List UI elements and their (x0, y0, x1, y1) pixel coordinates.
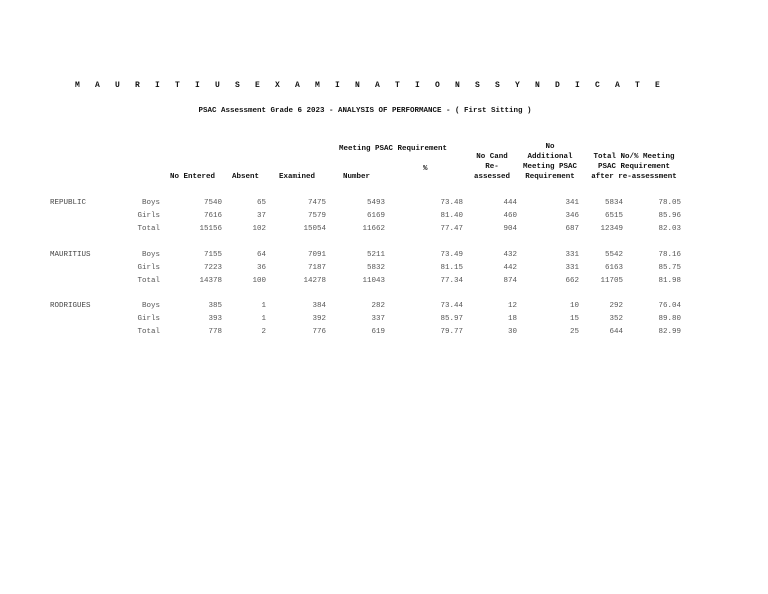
table-cell: 6169 (366, 212, 385, 220)
table-cell: 444 (503, 199, 517, 207)
table-cell: 393 (208, 315, 222, 323)
table-cell: 81.98 (658, 277, 681, 285)
table-cell: 77.34 (440, 277, 463, 285)
header-no-cand (464, 152, 520, 182)
table-cell: 15054 (303, 225, 326, 233)
header-no-additional-line: Meeting PSAC (522, 163, 577, 171)
header-no-additional-line: Requirement (525, 173, 575, 181)
table-cell: 10 (569, 302, 579, 310)
header-no-additional-line: No (545, 143, 555, 151)
table-cell: 77.47 (440, 225, 463, 233)
row-label: Total (137, 225, 160, 233)
region-name: MAURITIUS (50, 251, 91, 259)
table-cell: 12349 (600, 225, 623, 233)
table-cell: 7616 (203, 212, 222, 220)
table-cell: 100 (252, 277, 266, 285)
row-label: Girls (137, 315, 160, 323)
row-label: Boys (141, 302, 160, 310)
table-cell: 12 (507, 302, 517, 310)
report-title: M A U R I T I U S E X A M I N A T I O N S S Y N D I C A T E (74, 81, 666, 90)
table-cell: 64 (256, 251, 266, 259)
table-cell: 282 (371, 302, 385, 310)
table-cell: 331 (565, 264, 579, 272)
header-no-additional (516, 142, 584, 182)
table-cell: 73.49 (440, 251, 463, 259)
header-no-cand-line: Re- (485, 163, 499, 171)
table-cell: 460 (503, 212, 517, 220)
table-cell: 14278 (303, 277, 326, 285)
table-cell: 442 (503, 264, 517, 272)
header-total-after-line: PSAC Requirement (597, 163, 670, 171)
table-cell: 662 (565, 277, 579, 285)
table-cell: 776 (312, 328, 326, 336)
table-cell: 102 (252, 225, 266, 233)
header-absent: Absent (232, 173, 260, 181)
table-cell: 619 (371, 328, 385, 336)
header-no-entered: No Entered (170, 173, 216, 181)
header-total-after (584, 152, 684, 182)
table-cell: 36 (256, 264, 266, 272)
table-cell: 385 (208, 302, 222, 310)
table-cell: 73.48 (440, 199, 463, 207)
row-label: Total (137, 328, 160, 336)
table-cell: 5832 (366, 264, 385, 272)
header-total-after-line: after re-assessment (591, 173, 677, 181)
table-cell: 874 (503, 277, 517, 285)
table-cell: 79.77 (440, 328, 463, 336)
table-cell: 352 (609, 315, 623, 323)
table-cell: 37 (256, 212, 266, 220)
table-cell: 292 (609, 302, 623, 310)
table-cell: 14378 (199, 277, 222, 285)
row-label: Girls (137, 264, 160, 272)
table-cell: 73.44 (440, 302, 463, 310)
table-cell: 76.04 (658, 302, 681, 310)
row-label: Boys (141, 199, 160, 207)
table-cell: 331 (565, 251, 579, 259)
header-no-additional-line: Additional (527, 153, 573, 161)
row-label: Boys (141, 251, 160, 259)
table-cell: 65 (256, 199, 266, 207)
table-cell: 1 (261, 302, 266, 310)
table-cell: 5834 (604, 199, 623, 207)
header-examined: Examined (279, 173, 316, 181)
table-cell: 15 (569, 315, 579, 323)
table-cell: 7223 (203, 264, 222, 272)
table-cell: 7091 (307, 251, 326, 259)
table-cell: 18 (507, 315, 517, 323)
table-cell: 5493 (366, 199, 385, 207)
table-cell: 15156 (199, 225, 222, 233)
table-cell: 82.99 (658, 328, 681, 336)
table-cell: 85.97 (440, 315, 463, 323)
table-cell: 346 (565, 212, 579, 220)
table-cell: 81.40 (440, 212, 463, 220)
table-cell: 687 (565, 225, 579, 233)
region-name: RODRIGUES (50, 302, 91, 310)
table-cell: 11662 (362, 225, 385, 233)
table-cell: 778 (208, 328, 222, 336)
table-cell: 30 (507, 328, 517, 336)
table-cell: 341 (565, 199, 579, 207)
table-cell: 6515 (604, 212, 623, 220)
table-cell: 337 (371, 315, 385, 323)
table-cell: 7540 (203, 199, 222, 207)
table-cell: 82.03 (658, 225, 681, 233)
table-cell: 11043 (362, 277, 385, 285)
table-cell: 7187 (307, 264, 326, 272)
header-pct-symbol: % (423, 165, 428, 173)
table-cell: 7475 (307, 199, 326, 207)
table-cell: 1 (261, 315, 266, 323)
table-cell: 2 (261, 328, 266, 336)
header-total-after-line: Total No/% Meeting (593, 153, 675, 161)
header-no-cand-line: No Cand (476, 153, 508, 161)
header-number: Number (343, 173, 371, 181)
row-label: Girls (137, 212, 160, 220)
table-cell: 25 (569, 328, 579, 336)
table-cell: 85.75 (658, 264, 681, 272)
table-cell: 81.15 (440, 264, 463, 272)
table-cell: 644 (609, 328, 623, 336)
region-name: REPUBLIC (50, 199, 87, 207)
table-cell: 384 (312, 302, 326, 310)
table-cell: 78.16 (658, 251, 681, 259)
table-cell: 89.80 (658, 315, 681, 323)
table-cell: 392 (312, 315, 326, 323)
table-cell: 85.96 (658, 212, 681, 220)
table-cell: 11705 (600, 277, 623, 285)
table-cell: 6163 (604, 264, 623, 272)
table-cell: 904 (503, 225, 517, 233)
table-cell: 7579 (307, 212, 326, 220)
report-subtitle: PSAC Assessment Grade 6 2023 - ANALYSIS OF PERFORMANCE - ( First Sitting ) (198, 107, 532, 115)
table-cell: 432 (503, 251, 517, 259)
table-cell: 5211 (366, 251, 385, 259)
table-cell: 5542 (604, 251, 623, 259)
header-no-cand-line: assessed (473, 173, 510, 181)
header-meeting-group: Meeting PSAC Requirement (339, 145, 448, 153)
row-label: Total (137, 277, 160, 285)
table-cell: 7155 (203, 251, 222, 259)
table-cell: 78.05 (658, 199, 681, 207)
